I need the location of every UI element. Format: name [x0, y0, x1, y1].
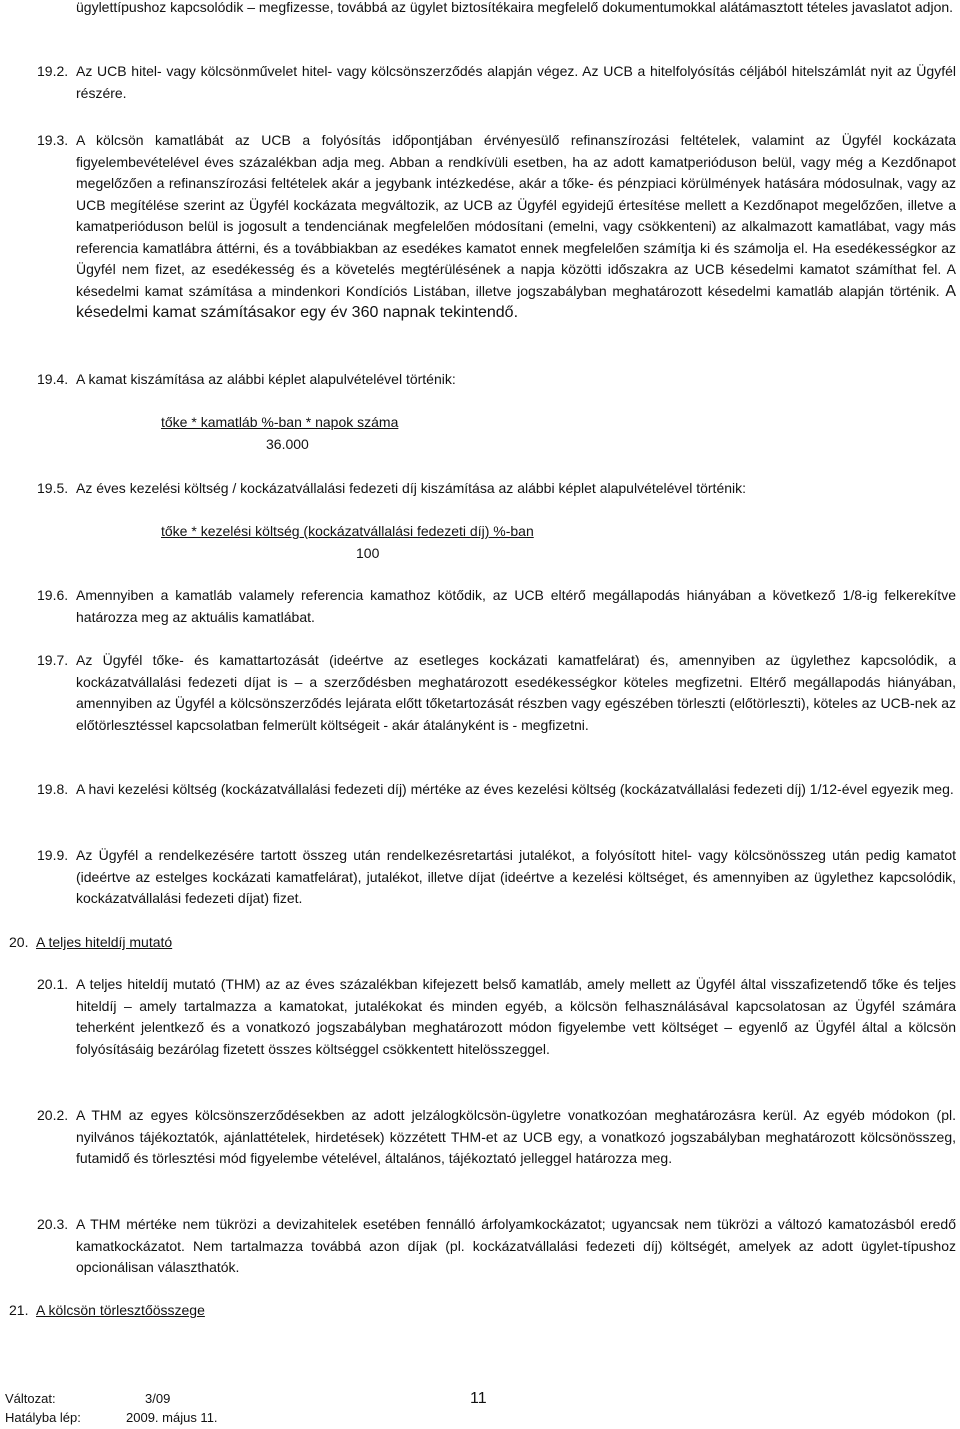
footer-version-value: 3/09 [145, 1391, 171, 1406]
section-text: Az Ügyfél tőke- és kamattartozását (ideértve az esetleges kockázati kamatfelárat) és, amennyiben az ügylethez kapcsolódik, a kockázatvállalási fedezeti díjat is – a szerződésben meghatározott esedékességkor köteles megfizetni. Eltérő megállapodás hiányában, amennyiben az Ügyfél a kölcsönszerződés lejárata előtt tőketartozását részben vagy egészében törleszti (előtörleszti), köteles az UCB-nek az előtörlesztéssel kapcsolatban felmerült költségeit - akár átalányként is - megfizetni. [76, 652, 956, 733]
section-number: 19.6. [37, 587, 69, 603]
section-number: 19.9. [37, 847, 69, 863]
section-number: 19.5. [37, 480, 69, 496]
section-text: A kamat kiszámítása az alábbi képlet alapulvételével történik: [76, 371, 456, 387]
footer-effective-label: Hatályba lép: [5, 1410, 81, 1425]
heading-21 [9, 1300, 205, 1322]
section-text: Az éves kezelési költség / kockázatvállalási fedezeti díj kiszámítása az alábbi képlet alapulvételével történik: [76, 480, 747, 496]
page-number: 11 [470, 1390, 487, 1407]
section-text: Az Ügyfél a rendelkezésére tartott összeg után rendelkezésretartási jutalékot, a folyósított hitel- vagy kölcsönösszeg után pedig kamatot (ideértve az estelges kockázati kamatfelárat), jutalékot, illetve díjat (ideértve a kezelési költséget, és amennyiben az ügylethez kapcsolódik, kockázatvállalási fedezeti díjat) fizet. [76, 847, 956, 906]
section-text [76, 130, 956, 324]
section-text: Amennyiben a kamatláb valamely referencia kamathoz kötődik, az UCB eltérő megállapodás hiányában a következő 1/8-ig felkerekítve határozza meg az aktuális kamatlábat. [76, 587, 956, 625]
formula-numerator-text: tőke * kamatláb %-ban * napok száma [161, 414, 399, 430]
formula-numerator-text: tőke * kezelési költség (kockázatvállalási fedezeti díj) %-ban [161, 523, 534, 539]
formula-denominator: 36.000 [266, 436, 309, 452]
section-number: 19.2. [37, 63, 69, 79]
heading-number: 20. [9, 934, 29, 950]
heading-number: 21. [9, 1302, 29, 1318]
formula-numerator [161, 521, 534, 543]
section-main-text: A kölcsön kamatlábát az UCB a folyósítás időpontjában érvényesülő refinanszírozási feltételek, valamint az Ügyfél kockázata figyelembevételével éves százalékban adja meg. Abban a rendkívüli esetben, ha az adott kamatperióduson belül, vagy még a Kezdőnapot megelőzően a refinanszírozási feltételek akár a jegybank intézkedése, akár a tőke- és pénzpiaci körülmények hatására módosulnak, vagy az UCB megítélése szerint az Ügyfél kockázata megváltozik, az UCB az Ügyfél egyidejű értesítése mellett a Kezdőnapot megelőzően, illetve a kamatperióduson belül is jogosult a tendenciának megfelelően módosítani (emelni, vagy csökkenteni) az alkalmazott kamatlábat, vagy más referencia kamatlábra áttérni, és a továbbiakban az esedékes kamatot ennek megfelelően számítja ki és számolja el. Ha esedékességkor az Ügyfél nem fizet, az esedékesség és a követelés megtérülésének a napja közötti időszakra az UCB késedelmi kamatot számíthat fel. A késedelmi kamat számítása a mindenkori Kondíciós Listában, illetve jogszabályban meghatározott késedelmi kamatláb alapján történik. [76, 132, 956, 299]
heading-title: A teljes hiteldíj mutató [36, 934, 173, 950]
footer-effective-value: 2009. május 11. [126, 1410, 218, 1425]
section-emphasis-text: A késedelmi kamat számításakor egy év 360 napnak tekintendő. [76, 282, 956, 321]
section-text: Az UCB hitel- vagy kölcsönművelet hitel- vagy kölcsönszerződés alapján végez. Az UCB a hitelfolyósítás céljából hitelszámlát nyit az Ügyfél részére. [76, 63, 956, 101]
section-number: 19.8. [37, 781, 69, 797]
section-text: A THM az egyes kölcsönszerződésekben az adott jelzálogkölcsön-ügyletre vonatkozóan meghatározásra kerül. Az egyéb módokon (pl. nyilvános tájékoztatók, ajánlattételek, hirdetések) közzétett THM-et az UCB egy, a vonatkozó jogszabályban meghatározott kölcsönösszeg, futamidő és törlesztési mód figyelembe vételével, általános, tájékoztató jelleggel határozza meg. [76, 1107, 956, 1166]
section-text: A havi kezelési költség (kockázatvállalási fedezeti díj) mértéke az éves kezelési költség (kockázatvállalási fedezeti díj) 1/12-ével egyezik meg. [76, 781, 954, 797]
section-text: A THM mértéke nem tükrözi a devizahitelek esetében fennálló árfolyamkockázatot; ugyancsak nem tükrözi a változó kamatozásból eredő kamatkockázatot. Nem tartalmazza továbbá azon díjak (pl. kockázatvállalási fedezeti díj) költségét, amelyek az adott ügylet-típushoz opcionálisan választhatók. [76, 1216, 956, 1275]
section-number: 19.7. [37, 652, 69, 668]
intro-paragraph: ügylettípushoz kapcsolódik – megfizesse, továbbá az ügylet biztosítékaira megfelelő dokumentumokkal alátámasztott tételes javaslatot adjon. [76, 0, 954, 15]
section-number: 20.1. [37, 976, 69, 992]
heading-title: A kölcsön törlesztőösszege [36, 1302, 205, 1318]
formula-numerator [161, 412, 398, 434]
section-number: 20.3. [37, 1216, 69, 1232]
footer-version-label: Változat: [5, 1391, 56, 1406]
section-number: 19.3. [37, 132, 69, 148]
section-number: 20.2. [37, 1107, 69, 1123]
heading-20 [9, 932, 172, 954]
section-number: 19.4. [37, 371, 69, 387]
formula-denominator: 100 [356, 545, 380, 561]
section-text: A teljes hiteldíj mutató (THM) az az éves százalékban kifejezett belső kamatláb, amely mellett az Ügyfél által visszafizetendő tőke és teljes hiteldíj – amely tartalmazza a kamatokat, jutalékokat és minden egyéb, a kölcsön felhasználásával kapcsolatosan az Ügyfél számára teherként jelentkező és a vonatkozó jogszabályban meghatározott módon figyelembe vett költséget – egyenlő az Ügyfél által a kölcsön folyósításáig bezárólag fizetett összes költséggel csökkentett hitelösszeggel. [76, 976, 956, 1057]
